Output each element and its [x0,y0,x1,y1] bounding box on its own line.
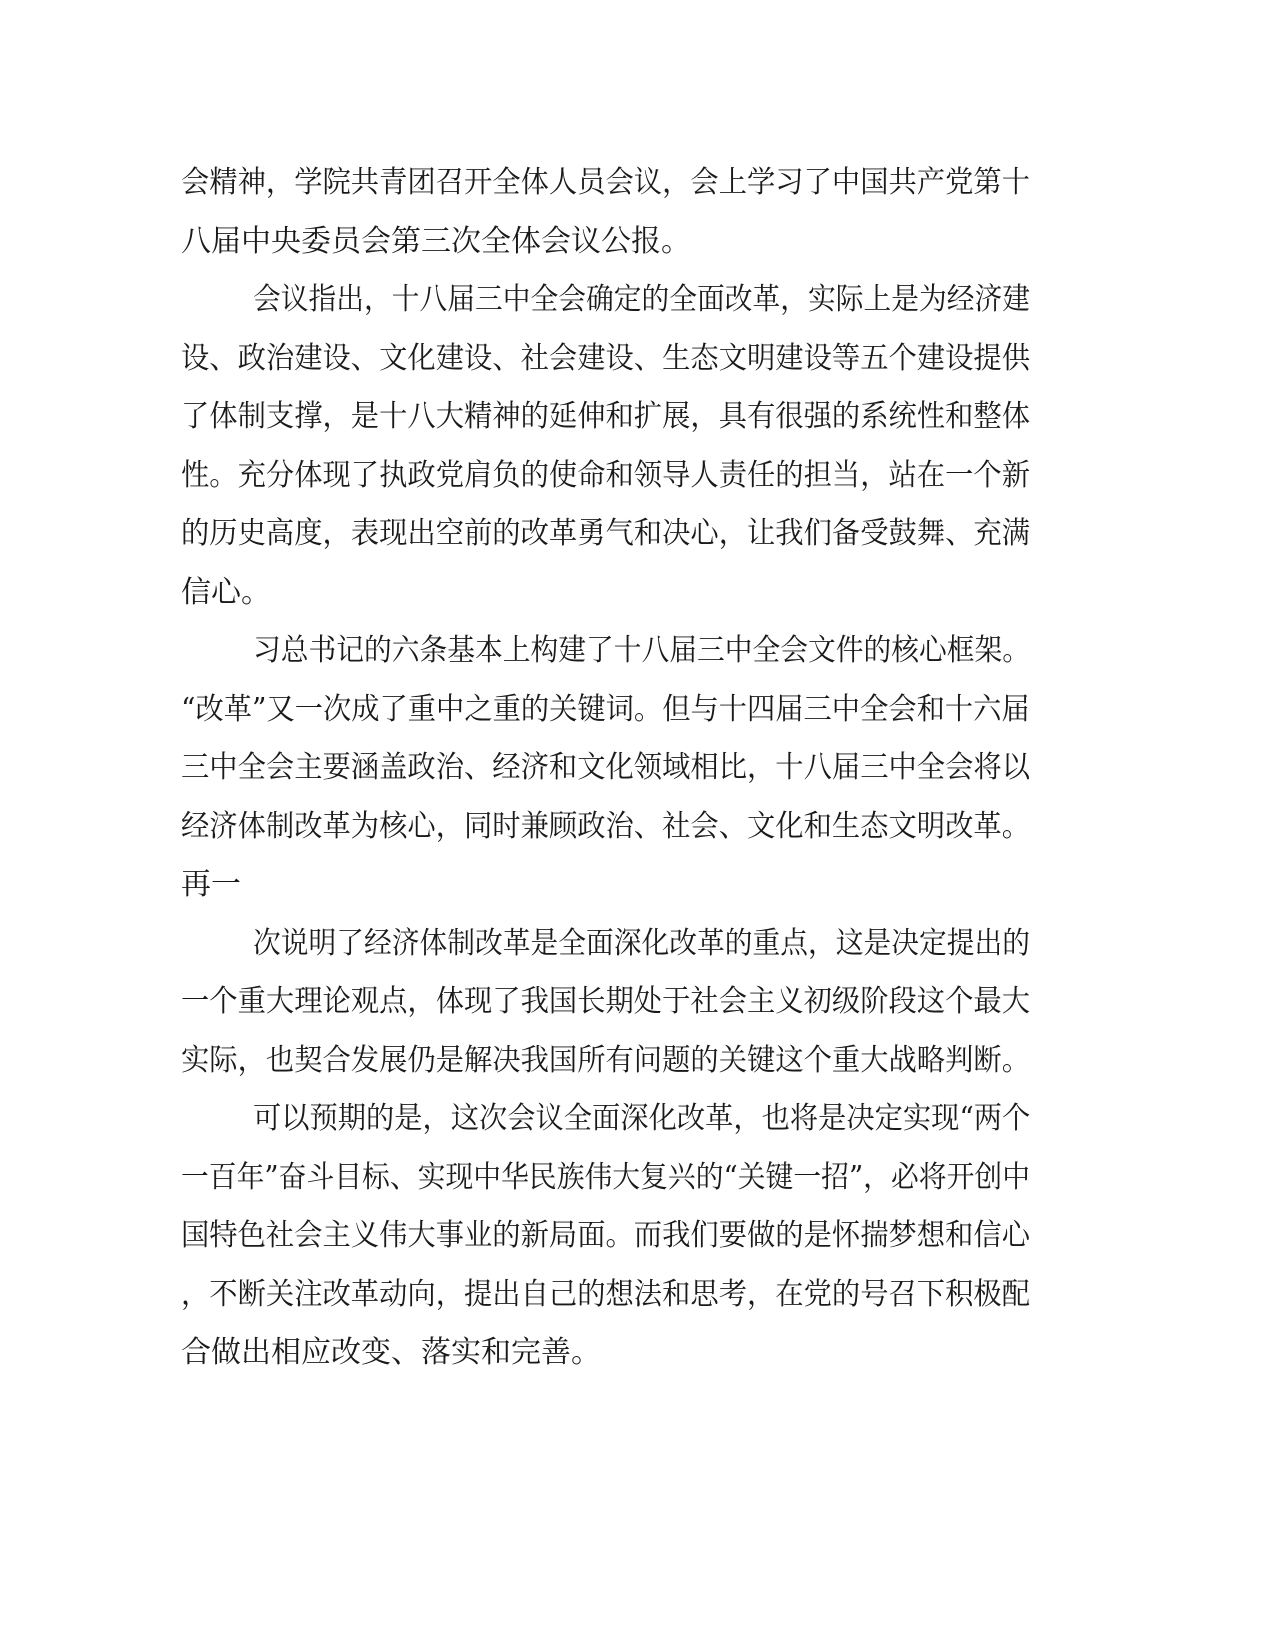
text-line: 设、政治建设、文化建设、社会建设、生态文明建设等五个建设提供 [181,341,1030,376]
text-line: 一个重大理论观点，体现了我国长期处于社会主义初级阶段这个最大 [181,984,1030,1019]
text-line: 一百年”奋斗目标、实现中华民族伟大复兴的“关键一招”，必将开创中 [181,1160,1031,1195]
text-line: 信心。 [181,575,271,610]
paragraph-first-line: 习总书记的六条基本上构建了十八届三中全会文件的核心框架。 [253,633,1030,668]
text-line: 合做出相应改变、落实和完善。 [181,1335,601,1370]
text-line: 经济体制改革为核心，同时兼顾政治、社会、文化和生态文明改革。 [181,809,1030,844]
text-line: 的历史高度，表现出空前的改革勇气和决心，让我们备受鼓舞、充满 [181,516,1030,551]
paragraph-first-line: 会议指出，十八届三中全会确定的全面改革，实际上是为经济建 [253,282,1030,317]
text-line: 会精神，学院共青团召开全体人员会议，会上学习了中国共产党第十 [181,165,1030,200]
paragraph-first-line: 次说明了经济体制改革是全面深化改革的重点，这是决定提出的 [253,926,1030,961]
text-line: 三中全会主要涵盖政治、经济和文化领域相比，十八届三中全会将以 [181,750,1030,785]
text-line: 性。充分体现了执政党肩负的使命和领导人责任的担当，站在一个新 [181,458,1030,493]
text-line: 国特色社会主义伟大事业的新局面。而我们要做的是怀揣梦想和信心 [181,1218,1030,1253]
paragraph-first-line: 可以预期的是，这次会议全面深化改革，也将是决定实现“两个 [253,1101,1031,1136]
text-line: 八届中央委员会第三次全体会议公报。 [181,224,691,259]
text-line: ，不断关注改革动向，提出自己的想法和思考，在党的号召下积极配 [181,1277,1030,1312]
text-line: 再一 [181,867,241,902]
text-line: “改革”又一次成了重中之重的关键词。但与十四届三中全会和十六届 [181,692,1030,727]
text-line: 了体制支撑，是十八大精神的延伸和扩展，具有很强的系统性和整体 [181,399,1030,434]
text-line: 实际，也契合发展仍是解决我国所有问题的关键这个重大战略判断。 [181,1043,1030,1078]
